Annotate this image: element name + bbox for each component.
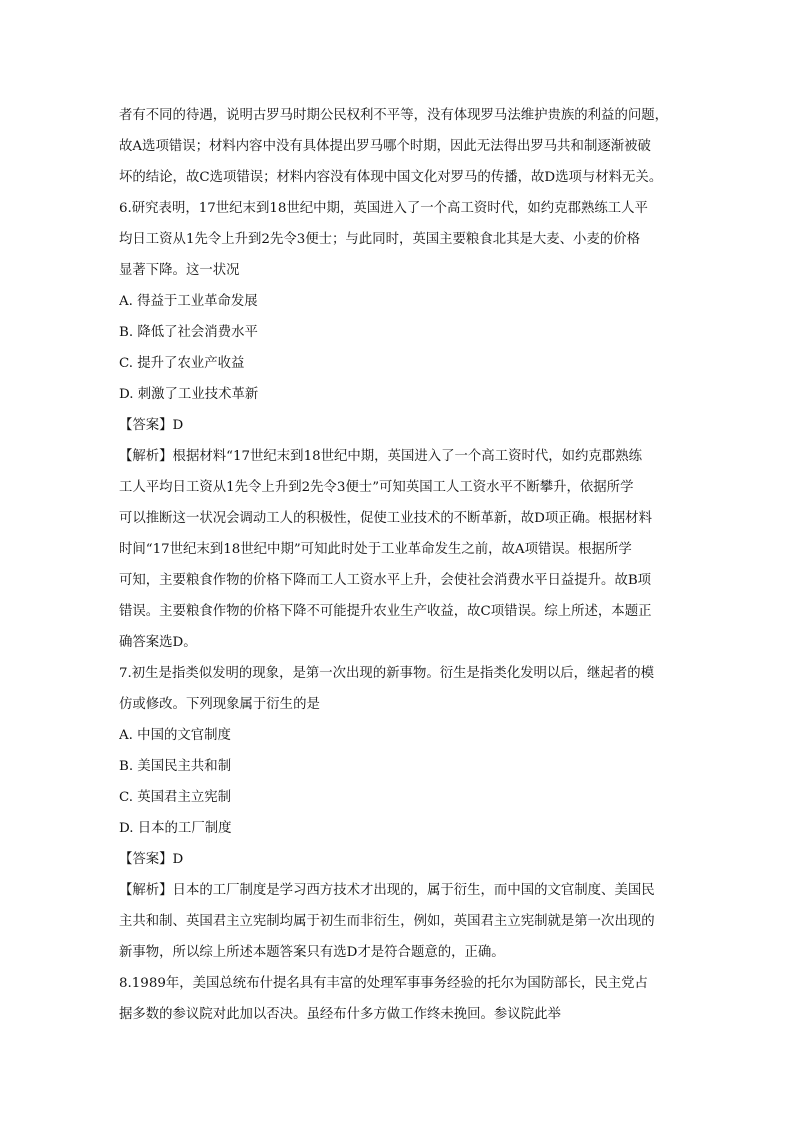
question-6-answer: 【答案】D [119, 418, 184, 433]
question-6-analysis: 工人平均日工资从1先令上升到2先令3便士”可知英国工人工资水平不断攀升，依据所学 [119, 480, 634, 495]
question-6-option-b: B. 降低了社会消费水平 [119, 325, 258, 340]
question-7-option-d: D. 日本的工厂制度 [119, 821, 232, 836]
question-6-stem: 显著下降。这一状况 [119, 263, 240, 278]
question-8-stem: 8.1989年，美国总统布什提名具有丰富的处理军事事务经验的托尔为国防部长，民主党占 [119, 976, 648, 991]
text-line: 故A选项错误；材料内容中没有具体提出罗马哪个时期，因此无法得出罗马共和制逐渐被破 [119, 139, 651, 154]
question-7-analysis: 【解析】日本的工厂制度是学习西方技术才出现的，属于衍生，而中国的文官制度、美国民 [119, 883, 655, 898]
question-6-option-a: A. 得益于工业革命发展 [119, 294, 258, 309]
question-8-stem: 据多数的参议院对此加以否决。虽经布什多方做工作终未挽回。参议院此举 [119, 1007, 561, 1022]
question-6-option-c: C. 提升了农业产收益 [119, 356, 245, 371]
question-6-analysis: 错误。主要粮食作物的价格下降不可能提升农业生产收益，故C项错误。综上所述，本题正 [119, 604, 652, 619]
question-6-analysis: 可以推断这一状况会调动工人的积极性，促使工业技术的不断革新，故D项正确。根据材料 [119, 511, 652, 526]
question-7-analysis: 新事物，所以综上所述本题答案只有选D才是符合题意的，正确。 [119, 945, 505, 960]
question-6-option-d: D. 刺激了工业技术革新 [119, 387, 259, 402]
question-7-option-a: A. 中国的文官制度 [119, 728, 231, 743]
text-line: 者有不同的待遇，说明古罗马时期公民权利不平等，没有体现罗马法维护贵族的利益的问题， [119, 108, 669, 123]
question-6-analysis: 确答案选D。 [119, 635, 197, 650]
question-7-option-b: B. 美国民主共和制 [119, 759, 232, 774]
question-6-stem: 6.研究表明，17世纪末到18世纪中期，英国进入了一个高工资时代，如约克郡熟练工人平 [119, 201, 648, 216]
question-6-analysis: 可知，主要粮食作物的价格下降而工人工资水平上升，会使社会消费水平日益提升。故B项 [119, 573, 652, 588]
question-7-option-c: C. 英国君主立宪制 [119, 790, 232, 805]
question-6-analysis: 【解析】根据材料“17世纪末到18世纪中期，英国进入了一个高工资时代，如约克郡熟练 [119, 449, 642, 464]
document-body [119, 100, 679, 1030]
question-7-analysis: 主共和制、英国君主立宪制均属于初生而非衍生，例如，英国君主立宪制就是第一次出现的 [119, 914, 655, 929]
question-7-answer: 【答案】D [119, 852, 184, 867]
question-6-stem: 均日工资从1先令上升到2先令3便士；与此同时，英国主要粮食北其是大麦、小麦的价格 [119, 232, 641, 247]
question-7-stem: 仿或修改。下列现象属于衍生的是 [119, 697, 320, 712]
text-line: 坏的结论，故C选项错误；材料内容没有体现中国文化对罗马的传播，故D选项与材料无关。 [119, 170, 663, 185]
question-6-analysis: 时间“17世纪末到18世纪中期”可知此时处于工业革命发生之前，故A项错误。根据所学 [119, 542, 632, 557]
question-7-stem: 7.初生是指类似发明的现象，是第一次出现的新事物。衍生是指类化发明以后，继起者的模 [119, 666, 655, 681]
